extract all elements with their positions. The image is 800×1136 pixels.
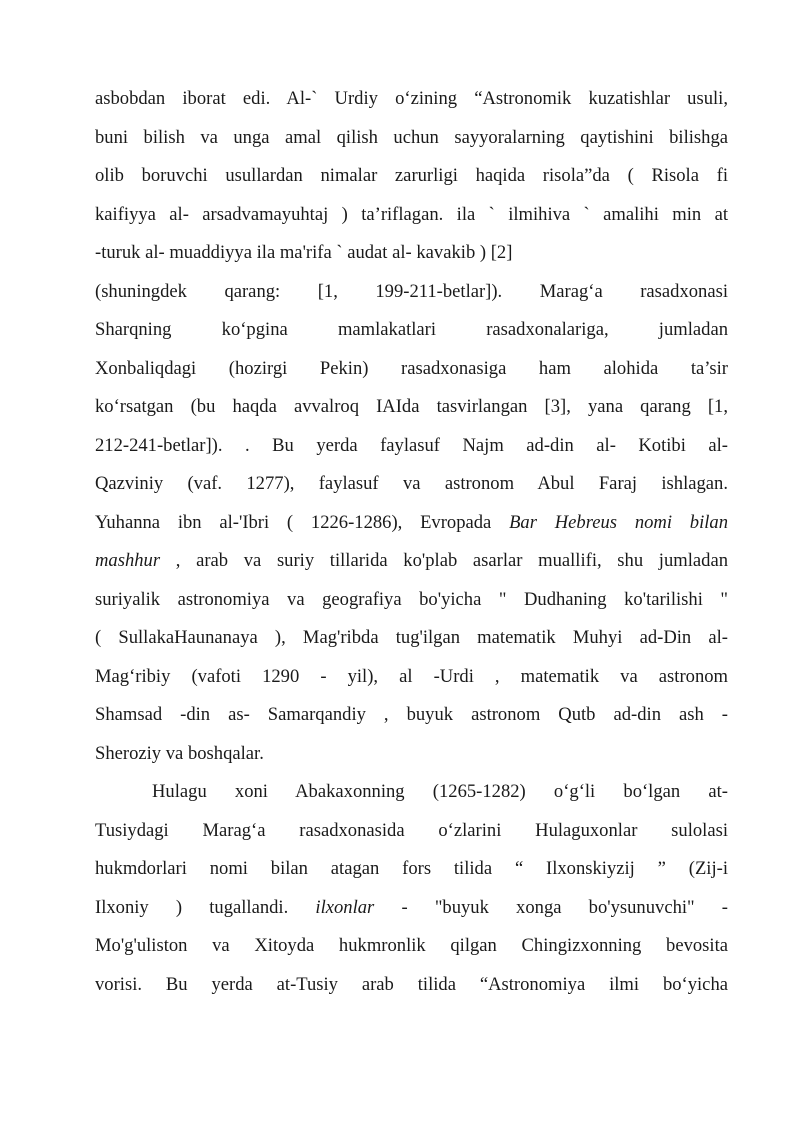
text-line: Sharqning ko‘pgina mamlakatlari rasadxonalariga, jumladan [95,319,728,340]
text-line: asbobdan iborat edi. Al-` Urdiy o‘zining “Astronomik kuzatishlar usuli, [95,88,728,109]
text-line: vorisi. Bu yerda at-Tusiy arab tilida “Astronomiya ilmi bo‘yicha [95,973,728,995]
text-italic: mashhur [95,550,161,571]
text-line: Mag‘ribiy (vafoti 1290 - yil), al -Urdi , matematik va astronom [95,665,728,687]
document-page [95,80,728,1004]
text-line: Sheroziy va boshqalar. [95,742,264,764]
text-line [95,889,728,928]
text-line: ko‘rsatgan (bu haqda avvalroq IAIda tasvirlangan [3], yana qarang [1, [95,396,728,417]
text-normal: Yuhanna ibn al-'Ibri ( 1226-1286), Evropada [95,511,510,533]
text-italic: ilxonlar [315,896,375,918]
text-line: (shuningdek qarang: [1, 199-211-betlar]). Marag‘a rasadxonasi [95,280,728,302]
text-normal: , arab va suriy tillarida ko'plab asarlar muallifi, shu jumladan [160,550,728,571]
text-line: olib boruvchi usullardan nimalar zarurligi haqida risola”da ( Risola fi [95,165,728,186]
text-line: Hulagu xoni Abakaxonning (1265-1282) o‘g‘li bo‘lgan at- [152,781,728,802]
text-line: kaifiyya al- arsadvamayuhtaj ) ta’riflagan. ila ` ilmihiva ` amalihi min at [95,203,728,225]
text-normal: - "buyuk xonga bo'ysunuvchi" - [374,896,728,918]
text-line: suriyalik astronomiya va geografiya bo'yicha " Dudhaning ko'tarilishi " [95,588,728,610]
text-line: Shamsad -din as- Samarqandiy , buyuk astronom Qutb ad-din ash - [95,704,728,725]
text-line: Xonbaliqdagi (hozirgi Pekin) rasadxonasiga ham alohida ta’sir [95,357,728,379]
text-line: Mo'g'uliston va Xitoyda hukmronlik qilgan Chingizxonning bevosita [95,935,728,956]
text-line: Tusiydagi Marag‘a rasadxonasida o‘zlarini Hulaguxonlar sulolasi [95,819,728,841]
text-line: 212-241-betlar]). . Bu yerda faylasuf Najm ad-din al- Kotibi al- [95,434,728,456]
text-line: Qazviniy (vaf. 1277), faylasuf va astronom Abul Faraj ishlagan. [95,473,728,494]
text-line: hukmdorlari nomi bilan atagan fors tilida “ Ilxonskiyzij ” (Zij-i [95,858,728,879]
text-italic: Bar Hebreus nomi bilan [509,511,728,533]
text-line: -turuk al- muaddiyya ila ma'rifa ` audat al- kavakib ) [2] [95,242,513,263]
text-line: ( SullakaHaunanaya ), Mag'ribda tug'ilgan matematik Muhyi ad-Din al- [95,627,728,648]
text-line [95,504,728,543]
text-line: buni bilish va unga amal qilish uchun sayyoralarning qaytishini bilishga [95,126,728,148]
text-line [95,542,728,581]
text-normal: Ilxoniy ) tugallandi. [95,896,316,918]
